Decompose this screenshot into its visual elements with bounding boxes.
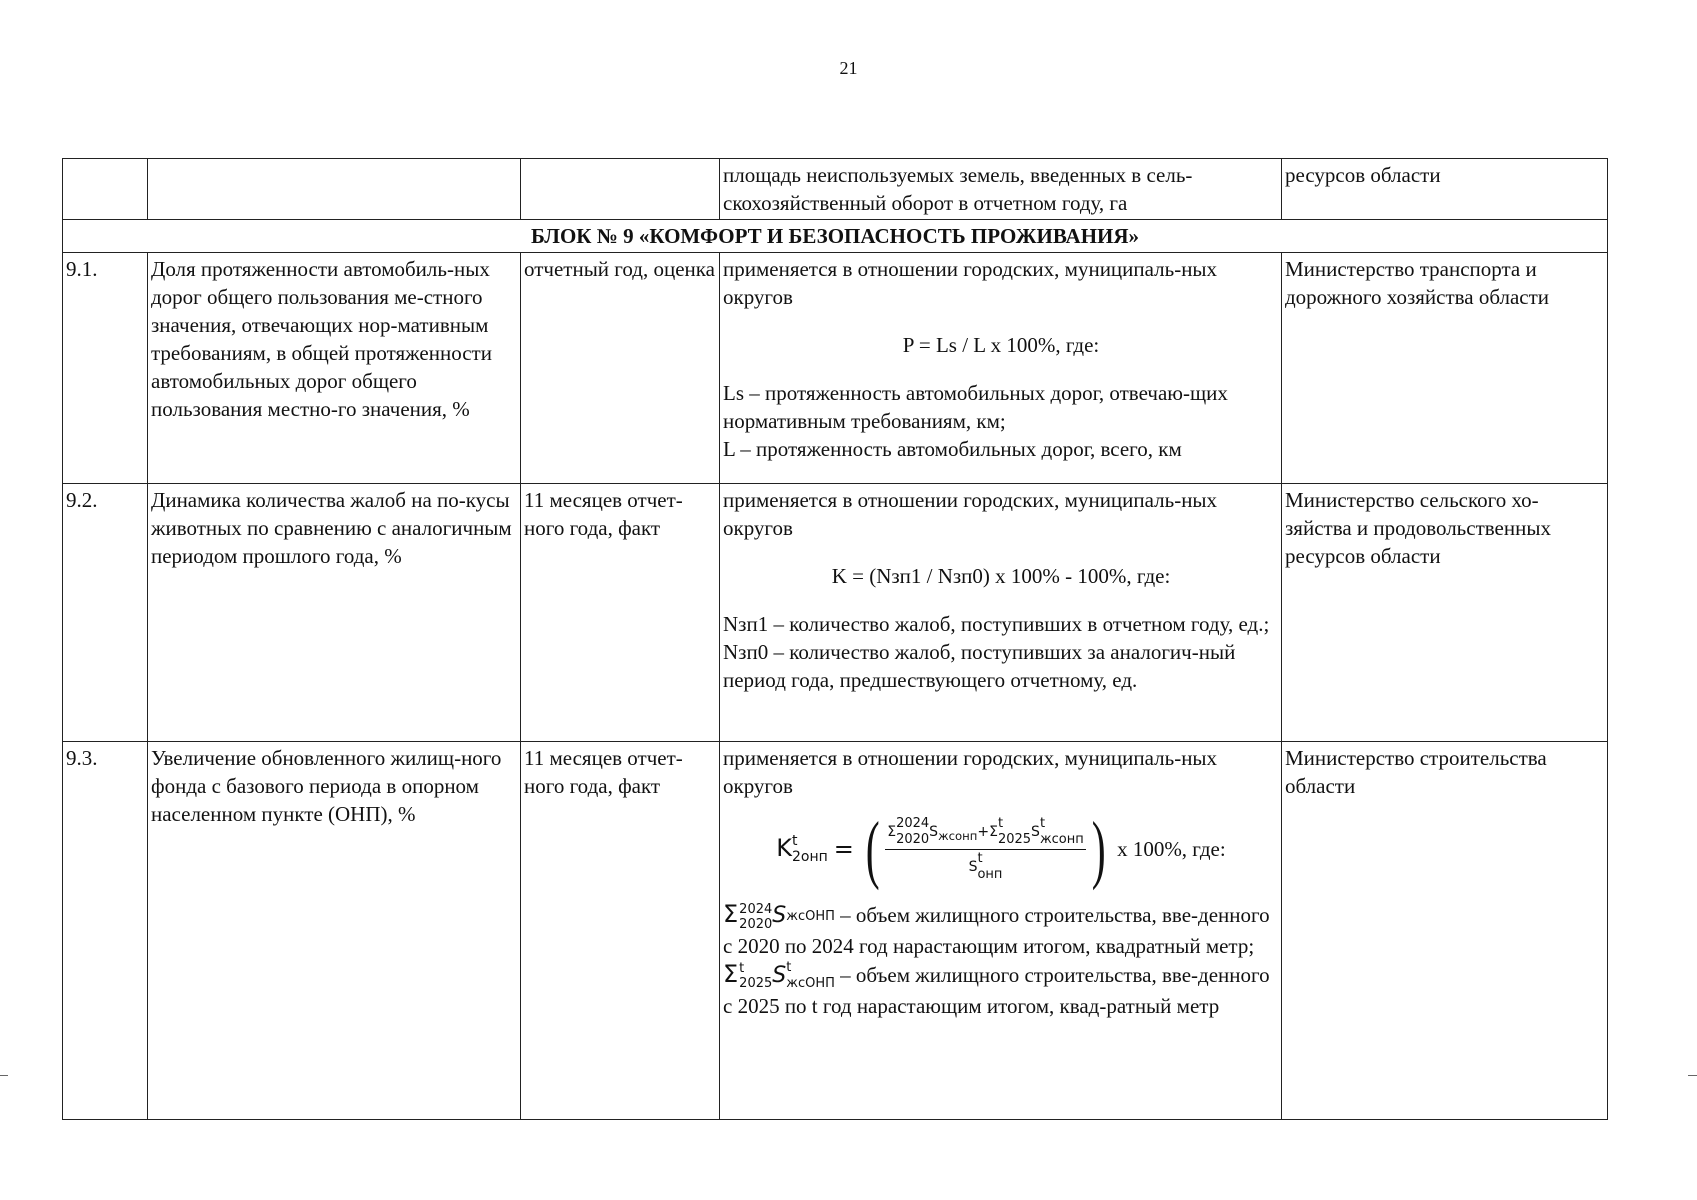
table-row (63, 742, 1608, 1120)
definition (723, 960, 1279, 1021)
agency-text: Министерство транспорта и дорожного хозяйства области (1282, 253, 1608, 484)
row-number: 9.3. (63, 742, 148, 1120)
definition-text: – объем жилищного строительства, вве-денного с 2025 по t год нарастающим итогом, квад-ратный метр (723, 962, 1270, 1018)
agency-text: ресурсов области (1285, 163, 1441, 187)
table-row (63, 253, 1608, 484)
sum-term: Σ 2024 2020 S жсОНП (723, 900, 835, 932)
formula-lhs: K t 2онп (776, 833, 828, 865)
numerator: Σ 2024 2020 $S_{жсонп}+\Sigma$ t 2025 S t жсонп (885, 816, 1086, 850)
definition: Nзп1 – количество жалоб, поступивших в отчетном году, ед.; (723, 612, 1270, 636)
agency-text: Министерство строительства области (1282, 742, 1608, 1120)
page-number: 21 (839, 58, 858, 78)
definition (723, 900, 1279, 960)
formula (723, 807, 1279, 891)
applicability-text: применяется в отношении городских, муниципаль-ных округов (723, 488, 1218, 540)
indicators-table (62, 158, 1608, 1120)
agency-text: Министерство сельского хо-зяйства и продовольственных ресурсов области (1282, 484, 1608, 742)
scan-edge-mark-left (0, 1075, 8, 1076)
period-text: 11 месяцев отчет-ного года, факт (521, 484, 720, 742)
cell-formula (720, 159, 1282, 220)
cell-agency (1282, 159, 1608, 220)
fraction (885, 816, 1086, 883)
indicator-name: Динамика количества жалоб на по-кусы животных по сравнению с аналогичным периодом прошлого года, % (148, 484, 521, 742)
table-row (63, 484, 1608, 742)
formula: P = Ls / L x 100%, где: (902, 333, 1100, 357)
right-paren: ) (1091, 807, 1106, 891)
applicability-text: применяется в отношении городских, муниципаль-ных округов (723, 257, 1218, 309)
row-number: 9.2. (63, 484, 148, 742)
method-cell (720, 484, 1282, 742)
applicability-text: применяется в отношении городских, муниципаль-ных округов (723, 746, 1218, 798)
equals-sign: = (833, 835, 854, 863)
formula-text: площадь неиспользуемых земель, введенных в сель-скохозяйственный оборот в отчетном году, га (723, 163, 1193, 215)
definition: L – протяженность автомобильных дорог, всего, км (723, 437, 1182, 461)
sum-term: Σ t 2025 S t жсОНП (723, 959, 835, 991)
left-paren: ( (865, 807, 880, 891)
period-text: отчетный год, оценка (521, 253, 720, 484)
cell-period (521, 159, 720, 220)
cell-indicator (148, 159, 521, 220)
method-cell (720, 253, 1282, 484)
block-title: БЛОК № 9 «КОМФОРТ И БЕЗОПАСНОСТЬ ПРОЖИВАНИЯ» (63, 220, 1608, 253)
definition: Ls – протяженность автомобильных дорог, отвечаю-щих нормативным требованиям, км; (723, 381, 1228, 433)
denominator: S t онп (968, 850, 1003, 882)
method-cell (720, 742, 1282, 1120)
definition: Nзп0 – количество жалоб, поступивших за аналогич-ный период года, предшествующего отчетному, ед. (723, 640, 1236, 692)
cell-number (63, 159, 148, 220)
formula: K = (Nзп1 / Nзп0) x 100% - 100%, где: (831, 564, 1171, 588)
indicator-name: Увеличение обновленного жилищ-ного фонда с базового периода в опорном населенном пункте (ОНП), % (148, 742, 521, 1120)
formula-suffix: x 100%, где: (1117, 837, 1226, 861)
indicator-name: Доля протяженности автомобиль-ных дорог общего пользования ме-стного значения, отвечающих нор-мативным требованиям, в общей протяженности автомобильных дорог общего пользования местно-го значения, % (148, 253, 521, 484)
block-header-row (63, 220, 1608, 253)
period-text: 11 месяцев отчет-ного года, факт (521, 742, 720, 1120)
row-number: 9.1. (63, 253, 148, 484)
scan-edge-mark-right (1688, 1075, 1697, 1076)
definition-text: – объем жилищного строительства, вве-денного с 2020 по 2024 год нарастающим итогом, квадратный метр; (723, 903, 1270, 958)
continuation-row (63, 159, 1608, 220)
